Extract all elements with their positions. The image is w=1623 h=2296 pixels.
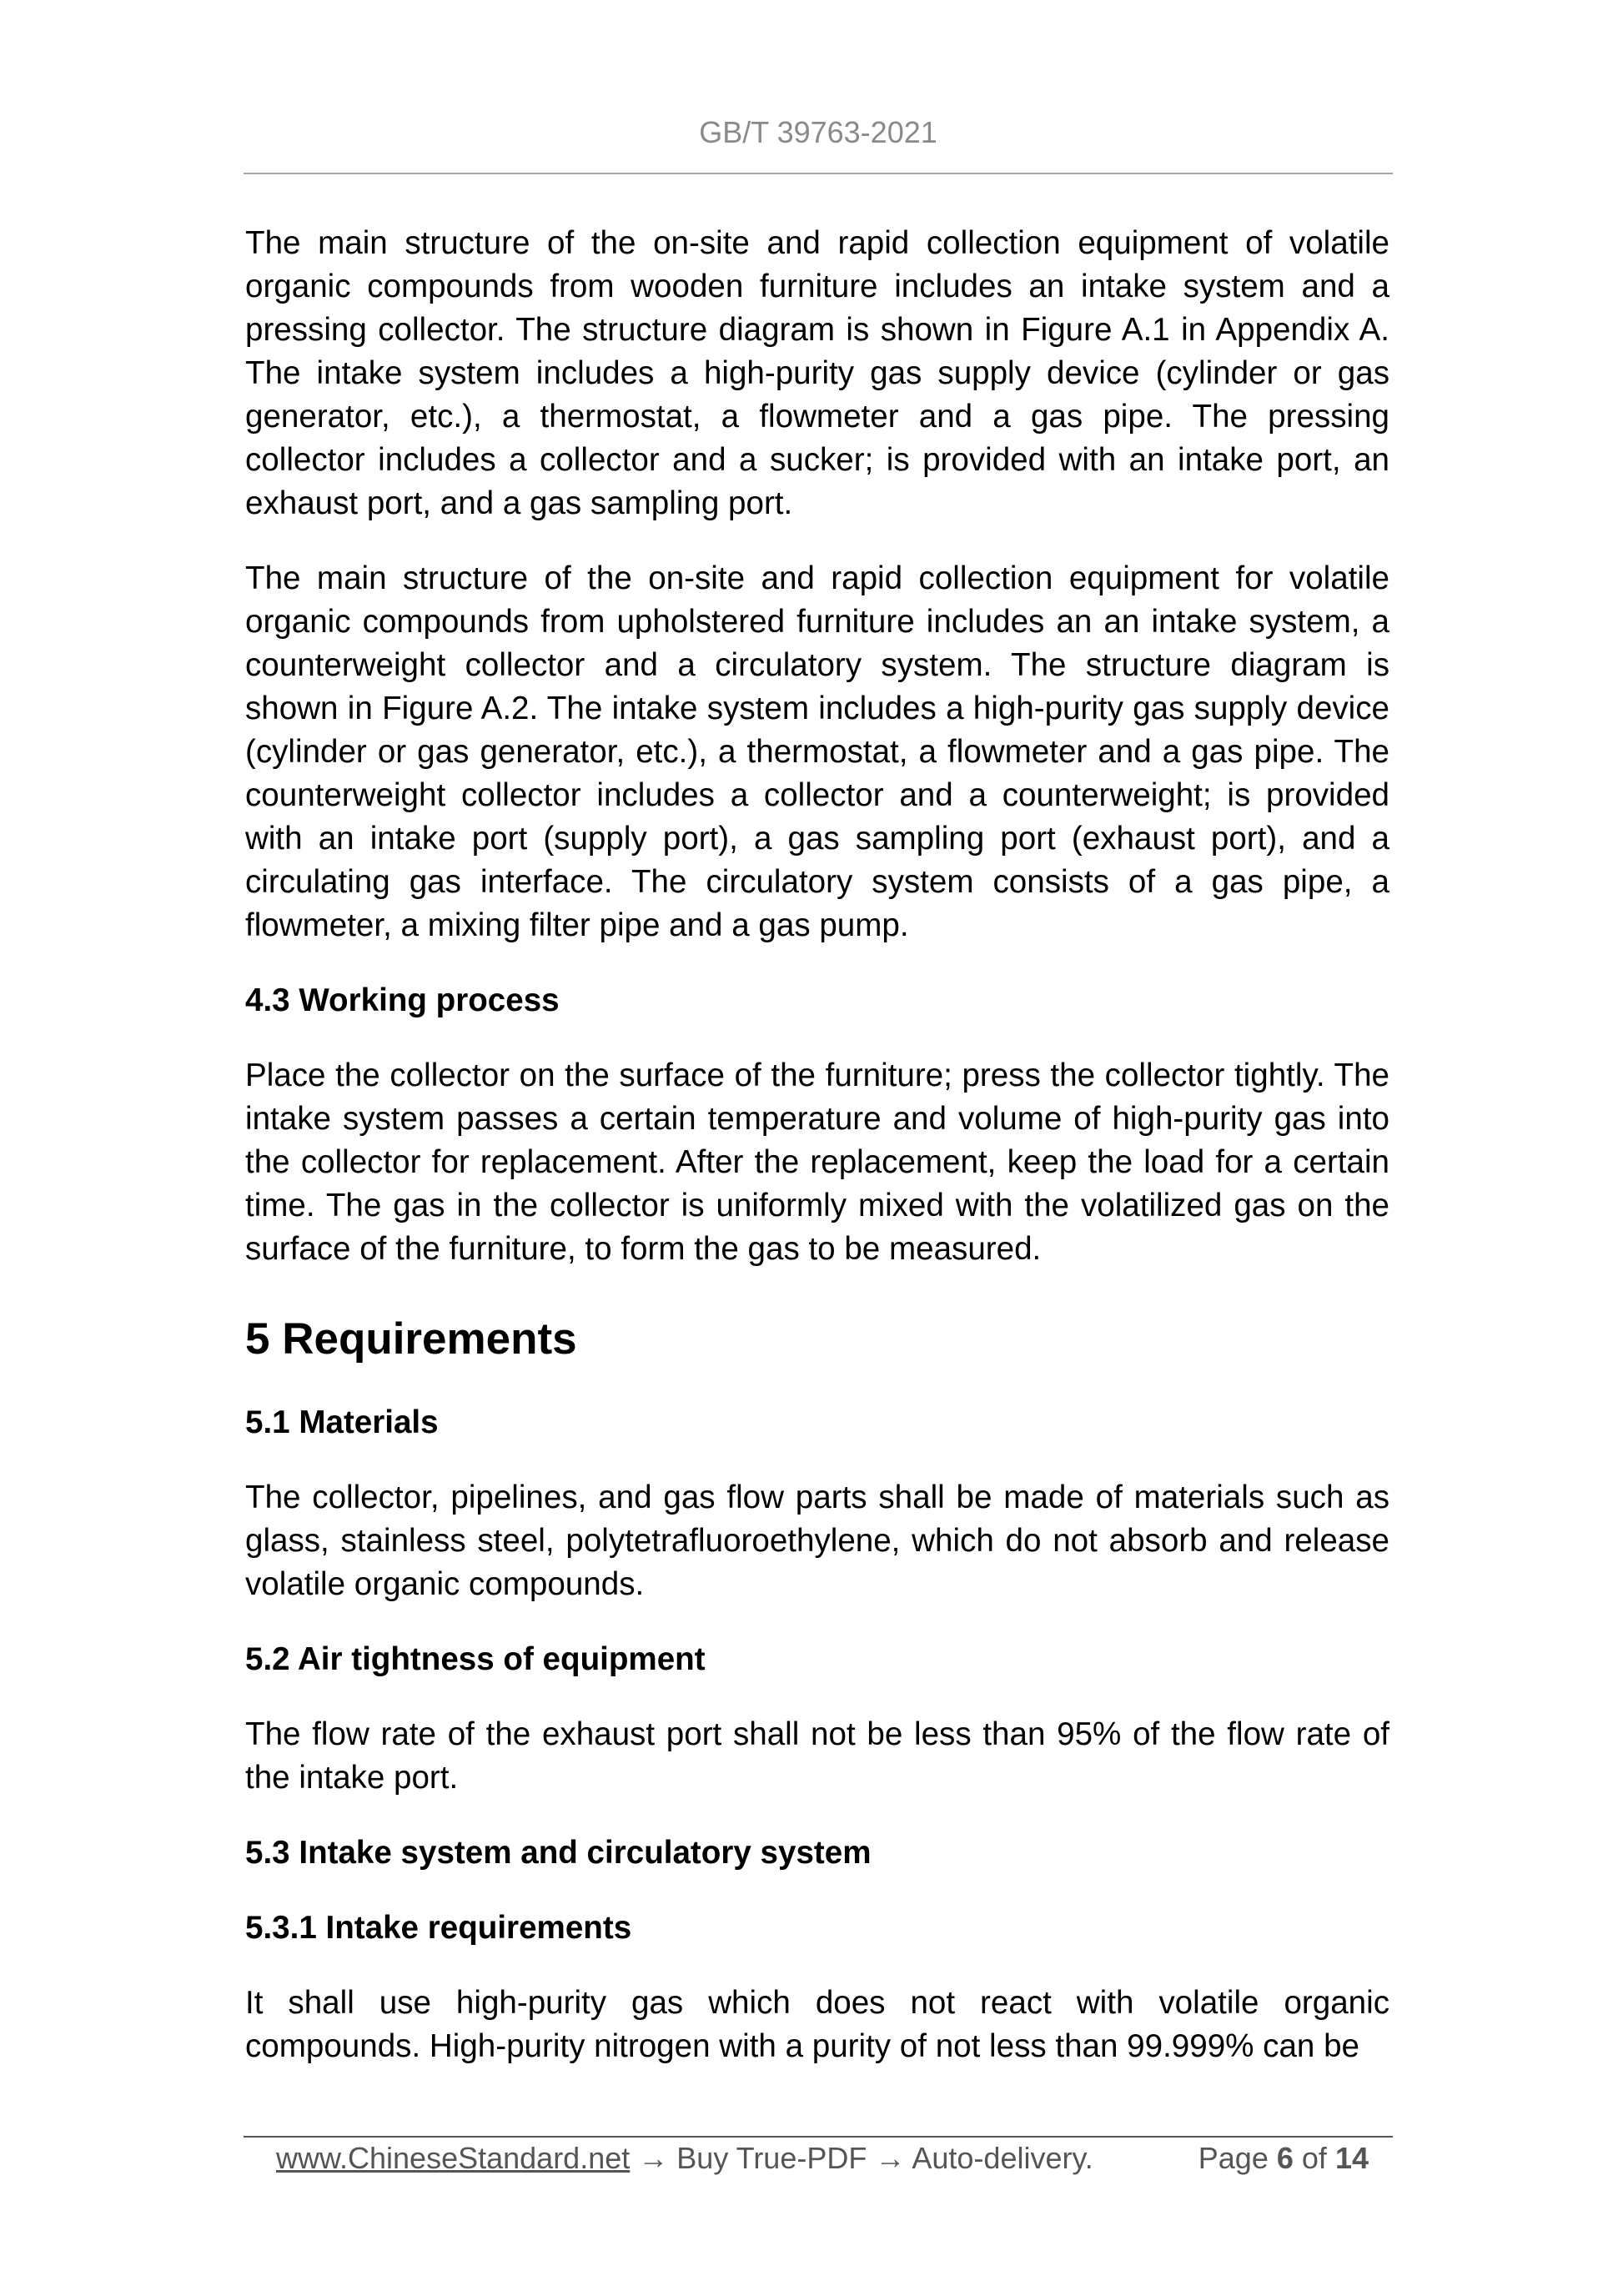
page-of-label: of xyxy=(1301,2141,1327,2175)
paragraph-intake-requirements: It shall use high-purity gas which does not react with volatile organic compounds. High-purity nitrogen with a purity of not less than 99.999% can be xyxy=(245,1985,1389,2064)
paragraph-air-tightness: The flow rate of the exhaust port shall not be less than 95% of the flow rate of the intake port. xyxy=(245,1716,1389,1796)
heading-5-2-air-tightness: 5.2 Air tightness of equipment xyxy=(245,1641,706,1677)
header-divider xyxy=(244,173,1393,174)
heading-5-1-materials: 5.1 Materials xyxy=(245,1404,439,1440)
heading-4-3-working-process: 4.3 Working process xyxy=(245,982,560,1018)
chinesestandard-link[interactable]: www.ChineseStandard.net xyxy=(276,2141,631,2175)
document-header-id: GB/T 39763-2021 xyxy=(699,115,937,149)
arrow-right-icon: → xyxy=(875,2141,906,2175)
buy-true-pdf-text: Buy True-PDF xyxy=(676,2141,867,2175)
page-label: Page xyxy=(1198,2141,1269,2175)
page-footer xyxy=(276,2140,1369,2177)
footer-divider xyxy=(244,2136,1393,2138)
heading-5-3-intake-circulatory: 5.3 Intake system and circulatory system xyxy=(245,1835,872,1871)
arrow-right-icon: → xyxy=(638,2141,669,2175)
page-total-number: 14 xyxy=(1334,2141,1369,2175)
heading-5-requirements: 5 Requirements xyxy=(245,1314,577,1364)
page-indicator xyxy=(1198,2140,1369,2177)
paragraph-materials: The collector, pipelines, and gas flow parts shall be made of materials such as glass, stainless steel, polytetrafluoroethylene, which do not absorb and release volatile organic compounds. xyxy=(245,1480,1389,1602)
page-current-number: 6 xyxy=(1276,2141,1294,2175)
heading-5-3-1-intake-requirements: 5.3.1 Intake requirements xyxy=(245,1910,632,1946)
paragraph-working-process: Place the collector on the surface of the furniture; press the collector tightly. The intake system passes a certain temperature and volume of high-purity gas into the collector for replacement. After the replacement, keep the load for a certain time. The gas in the collector is uniformly mixed with the volatilized gas on the surface of the furniture, to form the gas to be measured. xyxy=(245,1058,1389,1267)
page-content xyxy=(245,222,1389,2068)
paragraph-wooden-furniture-structure: The main structure of the on-site and rapid collection equipment of volatile organic compounds from wooden furniture includes an intake system and a pressing collector. The structure diagram is shown in Figure A.1 in Appendix A. The intake system includes a high-purity gas supply device (cylinder or gas generator, etc.), a thermostat, a flowmeter and a gas pipe. The pressing collector includes a collector and a sucker; is provided with an intake port, an exhaust port, and a gas sampling port. xyxy=(245,225,1389,521)
auto-delivery-text: Auto-delivery. xyxy=(912,2141,1093,2175)
paragraph-upholstered-furniture-structure: The main structure of the on-site and rapid collection equipment for volatile organic compounds from upholstered furniture includes an an intake system, a counterweight collector and a circulatory system. The structure diagram is shown in Figure A.2. The intake system includes a high-purity gas supply device (cylinder or gas generator, etc.), a thermostat, a flowmeter and a gas pipe. The counterweight collector includes a collector and a counterweight; is provided with an intake port (supply port), a gas sampling port (exhaust port), and a circulating gas interface. The circulatory system consists of a gas pipe, a flowmeter, a mixing filter pipe and a gas pump. xyxy=(245,560,1389,943)
